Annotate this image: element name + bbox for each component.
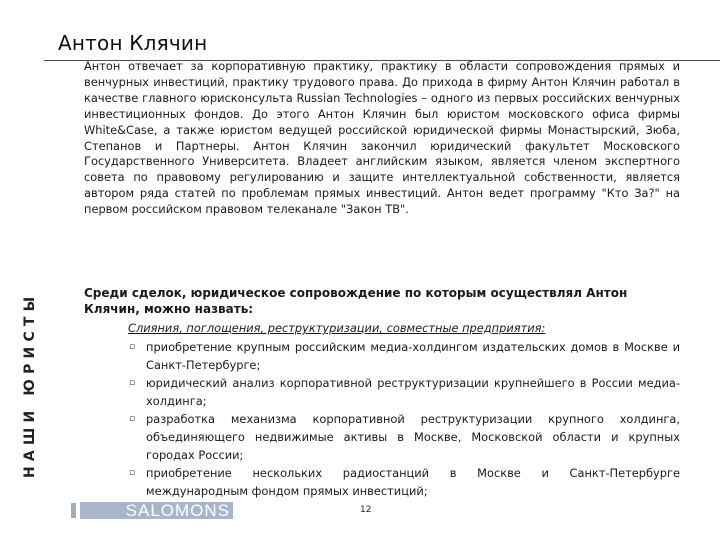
- square-bullet-icon: ▫: [129, 414, 136, 424]
- biography-paragraph: Антон отвечает за корпоративную практику, практику в области сопровождения прямых и венчурных инвестиций, практику трудового права. До прихода в фирму Антон Клячин работал в качестве главного юрисконсульта Russian Technologies – одного из первых российских венчурных инвестиционных фондов. До этого Антон Клячин был юристом московского офиса фирмы White&Case, а также юристом ведущей российской юридической фирмы Монастырский, Зюба, Степанов и Партнеры. Антон Клячин закончил юридический факультет Московского Государственного Университета. Владеет английским языком, является членом экспертного совета по правовому регулированию и защите интеллектуальной собственности, является автором ряда статей по проблемам прямых инвестиций. Антон ведет программу "Кто За?" на первом российском правовом телеканале "Закон ТВ".: [84, 59, 680, 217]
- page-number: 12: [360, 505, 372, 515]
- square-bullet-icon: ▫: [129, 468, 136, 478]
- list-item: [128, 374, 680, 410]
- deals-intro: Среди сделок, юридическое сопровождение по которым осуществлял Антон Клячин, можно назвать:: [84, 286, 628, 316]
- list-item: [128, 338, 680, 374]
- deal-text: разработка механизма корпоративной реструктуризации крупного холдинга, объединяющего недвижимые активы в Москве, Московской области и крупных городах России;: [146, 412, 680, 462]
- section-side-label: НАШИ ЮРИСТЫ: [22, 291, 38, 478]
- square-bullet-icon: ▫: [129, 378, 136, 388]
- list-item: [128, 410, 680, 464]
- deal-text: приобретение нескольких радиостанций в Москве и Санкт-Петербурге международным фондом прямых инвестиций;: [146, 466, 680, 498]
- list-item: [128, 464, 680, 500]
- deal-text: приобретение крупным российским медиа-холдингом издательских домов в Москве и Санкт-Петербурге;: [146, 340, 680, 372]
- deal-text: юридический анализ корпоративной реструктуризации крупнейшего в России медиа-холдинга;: [146, 376, 680, 408]
- logo-accent-bar: [71, 503, 76, 518]
- page-title: Антон Клячин: [58, 31, 208, 55]
- salomons-logo: SALOMONS: [80, 502, 233, 519]
- deals-category-heading: Слияния, поглощения, реструктуризации, совместные предприятия:: [128, 321, 546, 335]
- square-bullet-icon: ▫: [129, 342, 136, 352]
- deal-list: [128, 338, 680, 500]
